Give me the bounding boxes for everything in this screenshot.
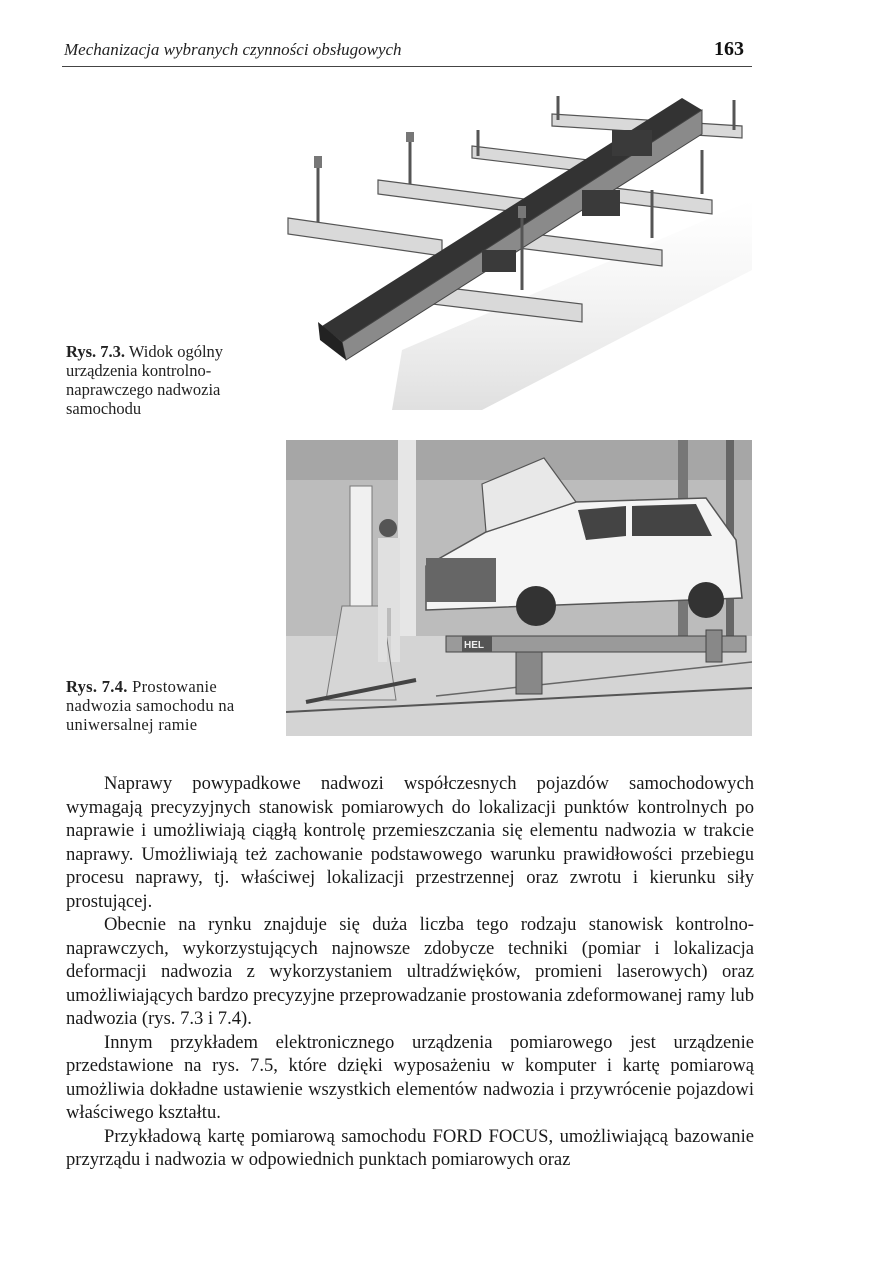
page-number: 163 xyxy=(714,38,744,60)
figure-measuring-bench xyxy=(282,90,752,410)
figure-car-straightening-photo xyxy=(286,440,752,736)
running-title: Mechanizacja wybranych czynności obsługowych xyxy=(64,40,402,59)
stand-sign: HEL xyxy=(464,640,484,651)
figure-label: Rys. 7.4. xyxy=(66,677,128,696)
figure-caption-text: Widok ogólny urządzenia kontrolno-naprawczego nadwozia samochodu xyxy=(66,342,224,418)
paragraph: Innym przykładem elektronicznego urządzenia pomiarowego jest urządzenie przedstawione na rys. 7.5, które dzięki wyposażeniu w komputer i kartę pomiarową umożliwia dokładne ustawienie wszystkich elementów nadwozia i przywrócenie pojazdowi właściwego kształtu. xyxy=(66,1031,754,1123)
figure-caption-text: Prostowanie nadwozia samochodu na uniwersalnej ramie xyxy=(66,677,235,734)
figure-label: Rys. 7.3. xyxy=(66,342,126,361)
paragraph: Obecnie na rynku znajduje się duża liczba tego rodzaju stanowisk kontrolno-naprawczych, wykorzystujących najnowsze zdobycze techniki (pomiar i lokalizacja deformacji nadwozia z wykorzystaniem ultradźwięków, promieni laserowych) oraz umożliwiających bardzo precyzyjne przeprowadzanie prostowania zdeformowanej ramy lub nadwozia (rys. 7.3 i 7.4). xyxy=(66,914,754,1029)
body-text xyxy=(66,772,754,1172)
figure-caption-7-3 xyxy=(66,342,296,418)
header-divider xyxy=(62,66,752,67)
paragraph: Przykładową kartę pomiarową samochodu FORD FOCUS, umożliwiającą bazowanie przyrządu i nadwozia w odpowiednich punktach pomiarowych oraz xyxy=(66,1125,754,1170)
figure-caption-7-4 xyxy=(66,677,276,734)
paragraph: Naprawy powypadkowe nadwozi współczesnych pojazdów samochodowych wymagają precyzyjnych stanowisk pomiarowych do lokalizacji punktów kontrolnych po naprawie i umożliwiają ciągłą kontrolę przemieszczania się elementu nadwozia w trakcie naprawy. Umożliwiają też zachowanie podstawowego warunku prawidłowości przebiegu procesu naprawy, tj. właściwej lokalizacji przestrzennej oraz zwrotu i kierunku siły prostującej. xyxy=(66,773,754,912)
